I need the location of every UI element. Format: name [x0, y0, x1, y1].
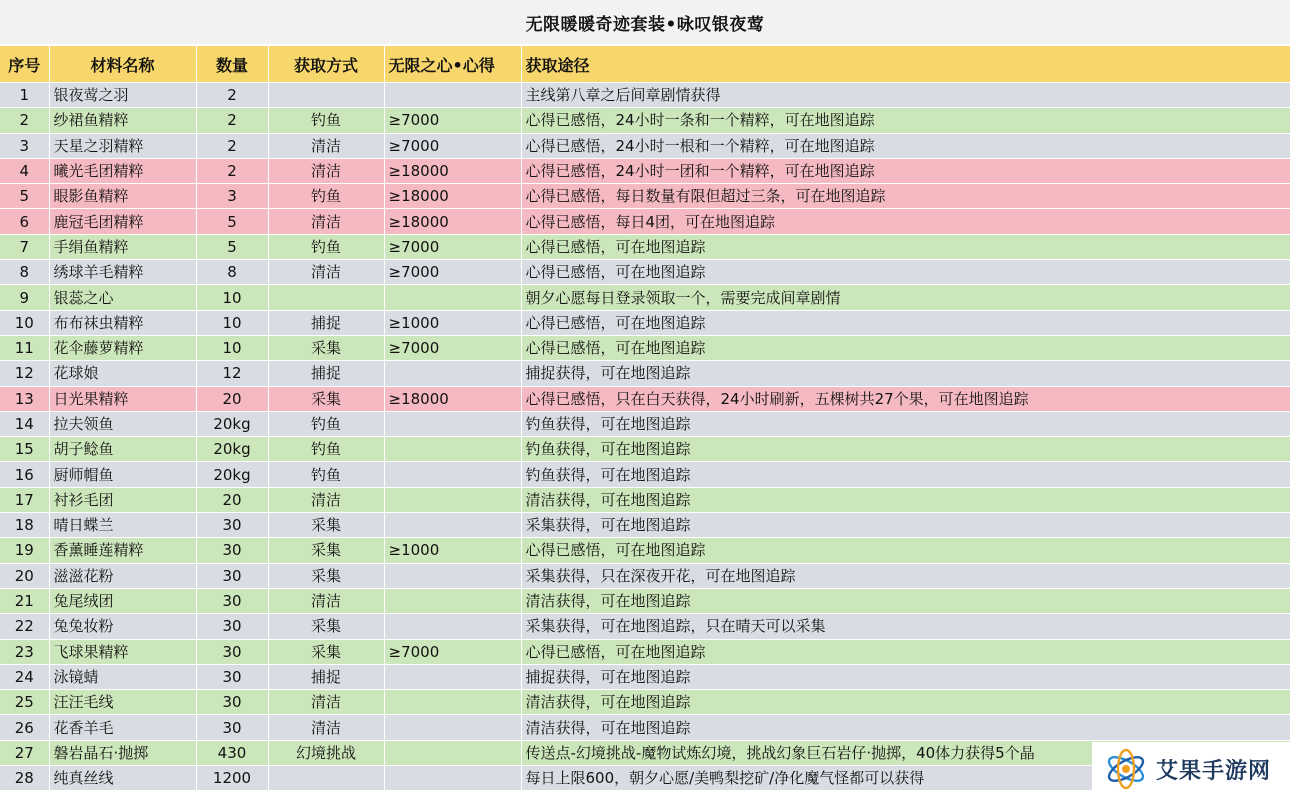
cell-qty: 30 [196, 513, 268, 538]
cell-method: 钓鱼 [268, 411, 384, 436]
cell-no: 21 [0, 588, 49, 613]
cell-no: 15 [0, 437, 49, 462]
cell-name: 晴日蝶兰 [49, 513, 196, 538]
cell-no: 6 [0, 209, 49, 234]
cell-method: 捕捉 [268, 664, 384, 689]
cell-qty: 20kg [196, 462, 268, 487]
cell-method: 钓鱼 [268, 437, 384, 462]
cell-heart: ≥18000 [384, 184, 521, 209]
cell-heart [384, 361, 521, 386]
cell-qty: 430 [196, 740, 268, 765]
cell-method [268, 766, 384, 791]
cell-heart: ≥18000 [384, 386, 521, 411]
cell-route: 心得已感悟，每日4团，可在地图追踪 [521, 209, 1290, 234]
cell-heart [384, 740, 521, 765]
column-header-method: 获取方式 [268, 46, 384, 83]
cell-heart: ≥7000 [384, 335, 521, 360]
cell-name: 银蕊之心 [49, 285, 196, 310]
cell-qty: 2 [196, 158, 268, 183]
column-header-no: 序号 [0, 46, 49, 83]
cell-no: 2 [0, 108, 49, 133]
cell-qty: 5 [196, 209, 268, 234]
cell-qty: 30 [196, 664, 268, 689]
cell-route: 钓鱼获得，可在地图追踪 [521, 462, 1290, 487]
cell-method: 幻境挑战 [268, 740, 384, 765]
cell-route: 心得已感悟，只在白天获得，24小时刷新，五棵树共27个果，可在地图追踪 [521, 386, 1290, 411]
cell-no: 3 [0, 133, 49, 158]
table-row [0, 108, 1290, 133]
cell-heart [384, 513, 521, 538]
cell-route: 心得已感悟，可在地图追踪 [521, 310, 1290, 335]
cell-name: 衬衫毛团 [49, 487, 196, 512]
table-row [0, 639, 1290, 664]
cell-name: 绣球羊毛精粹 [49, 260, 196, 285]
cell-method: 钓鱼 [268, 462, 384, 487]
cell-method: 采集 [268, 563, 384, 588]
cell-qty: 12 [196, 361, 268, 386]
watermark [1092, 742, 1290, 796]
cell-heart [384, 437, 521, 462]
cell-heart [384, 766, 521, 791]
table-row [0, 209, 1290, 234]
table-row [0, 184, 1290, 209]
cell-method [268, 285, 384, 310]
cell-no: 23 [0, 639, 49, 664]
cell-no: 19 [0, 538, 49, 563]
cell-qty: 20 [196, 487, 268, 512]
cell-qty: 2 [196, 133, 268, 158]
cell-qty: 30 [196, 690, 268, 715]
atom-logo-icon [1104, 747, 1148, 791]
cell-method: 捕捉 [268, 310, 384, 335]
table-row [0, 437, 1290, 462]
cell-no: 4 [0, 158, 49, 183]
cell-method: 清洁 [268, 260, 384, 285]
cell-method: 采集 [268, 538, 384, 563]
cell-heart [384, 411, 521, 436]
cell-route: 清洁获得，可在地图追踪 [521, 715, 1290, 740]
cell-qty: 3 [196, 184, 268, 209]
table-body [0, 83, 1290, 791]
cell-method: 清洁 [268, 209, 384, 234]
cell-method: 采集 [268, 513, 384, 538]
cell-heart [384, 285, 521, 310]
cell-no: 8 [0, 260, 49, 285]
table-row [0, 664, 1290, 689]
cell-heart: ≥7000 [384, 133, 521, 158]
cell-no: 26 [0, 715, 49, 740]
cell-name: 眼影鱼精粹 [49, 184, 196, 209]
cell-name: 花伞藤萝精粹 [49, 335, 196, 360]
cell-name: 手绢鱼精粹 [49, 234, 196, 259]
cell-method: 钓鱼 [268, 234, 384, 259]
cell-route: 心得已感悟，可在地图追踪 [521, 234, 1290, 259]
cell-no: 27 [0, 740, 49, 765]
cell-route: 每日上限600，朝夕心愿/美鸭梨挖矿/净化魔气怪都可以获得 [521, 766, 1290, 791]
cell-name: 胡子鲶鱼 [49, 437, 196, 462]
cell-no: 9 [0, 285, 49, 310]
cell-method: 清洁 [268, 588, 384, 613]
cell-qty: 30 [196, 563, 268, 588]
cell-method: 采集 [268, 386, 384, 411]
cell-heart [384, 83, 521, 108]
cell-route: 采集获得，只在深夜开花，可在地图追踪 [521, 563, 1290, 588]
cell-name: 银夜莺之羽 [49, 83, 196, 108]
cell-heart [384, 563, 521, 588]
cell-method: 采集 [268, 335, 384, 360]
cell-qty: 30 [196, 614, 268, 639]
cell-no: 1 [0, 83, 49, 108]
cell-name: 汪汪毛线 [49, 690, 196, 715]
table-row [0, 335, 1290, 360]
cell-name: 兔兔妆粉 [49, 614, 196, 639]
table-row [0, 133, 1290, 158]
cell-qty: 8 [196, 260, 268, 285]
cell-no: 18 [0, 513, 49, 538]
cell-heart: ≥7000 [384, 234, 521, 259]
cell-no: 16 [0, 462, 49, 487]
cell-qty: 10 [196, 285, 268, 310]
table-header-row [0, 46, 1290, 83]
table-row [0, 563, 1290, 588]
cell-name: 飞球果精粹 [49, 639, 196, 664]
cell-name: 纱裙鱼精粹 [49, 108, 196, 133]
cell-route: 主线第八章之后间章剧情获得 [521, 83, 1290, 108]
cell-name: 纯真丝线 [49, 766, 196, 791]
cell-heart: ≥18000 [384, 209, 521, 234]
table-row [0, 234, 1290, 259]
table-row [0, 513, 1290, 538]
cell-name: 兔尾绒团 [49, 588, 196, 613]
cell-route: 心得已感悟，24小时一条和一个精粹，可在地图追踪 [521, 108, 1290, 133]
watermark-text: 艾果手游网 [1156, 758, 1272, 784]
cell-method: 采集 [268, 639, 384, 664]
cell-heart: ≥18000 [384, 158, 521, 183]
cell-method: 清洁 [268, 133, 384, 158]
cell-route: 捕捉获得，可在地图追踪 [521, 361, 1290, 386]
cell-heart: ≥7000 [384, 108, 521, 133]
cell-name: 滋滋花粉 [49, 563, 196, 588]
cell-name: 布布袜虫精粹 [49, 310, 196, 335]
cell-qty: 20kg [196, 411, 268, 436]
cell-method: 清洁 [268, 487, 384, 512]
cell-heart: ≥1000 [384, 310, 521, 335]
cell-qty: 30 [196, 715, 268, 740]
cell-no: 10 [0, 310, 49, 335]
cell-qty: 5 [196, 234, 268, 259]
cell-route: 朝夕心愿每日登录领取一个，需要完成间章剧情 [521, 285, 1290, 310]
cell-heart [384, 664, 521, 689]
cell-no: 11 [0, 335, 49, 360]
cell-name: 花球娘 [49, 361, 196, 386]
cell-heart [384, 462, 521, 487]
cell-heart [384, 715, 521, 740]
cell-method: 捕捉 [268, 361, 384, 386]
cell-route: 采集获得，可在地图追踪，只在晴天可以采集 [521, 614, 1290, 639]
cell-no: 12 [0, 361, 49, 386]
table-row [0, 411, 1290, 436]
cell-heart [384, 487, 521, 512]
column-header-qty: 数量 [196, 46, 268, 83]
cell-qty: 1200 [196, 766, 268, 791]
table-row [0, 361, 1290, 386]
cell-method [268, 83, 384, 108]
cell-qty: 30 [196, 639, 268, 664]
cell-route: 钓鱼获得，可在地图追踪 [521, 437, 1290, 462]
cell-qty: 10 [196, 310, 268, 335]
cell-route: 心得已感悟，可在地图追踪 [521, 538, 1290, 563]
cell-heart [384, 614, 521, 639]
cell-route: 清洁获得，可在地图追踪 [521, 487, 1290, 512]
cell-qty: 30 [196, 538, 268, 563]
page-title: 无限暖暖奇迹套装•咏叹银夜莺 [0, 0, 1290, 44]
cell-name: 磐岩晶石·抛掷 [49, 740, 196, 765]
cell-qty: 30 [196, 588, 268, 613]
cell-name: 泳镜蜻 [49, 664, 196, 689]
cell-no: 17 [0, 487, 49, 512]
table-row [0, 588, 1290, 613]
table-row [0, 158, 1290, 183]
cell-heart: ≥7000 [384, 639, 521, 664]
cell-no: 13 [0, 386, 49, 411]
cell-heart [384, 690, 521, 715]
table-row [0, 614, 1290, 639]
cell-no: 28 [0, 766, 49, 791]
cell-name: 曦光毛团精粹 [49, 158, 196, 183]
cell-name: 拉夫领鱼 [49, 411, 196, 436]
cell-route: 心得已感悟，可在地图追踪 [521, 639, 1290, 664]
cell-method: 清洁 [268, 715, 384, 740]
table-row [0, 715, 1290, 740]
cell-name: 香薰睡莲精粹 [49, 538, 196, 563]
cell-route: 捕捉获得，可在地图追踪 [521, 664, 1290, 689]
cell-qty: 2 [196, 108, 268, 133]
cell-route: 心得已感悟，可在地图追踪 [521, 335, 1290, 360]
table-row [0, 538, 1290, 563]
cell-method: 清洁 [268, 158, 384, 183]
cell-route: 采集获得，可在地图追踪 [521, 513, 1290, 538]
cell-method: 钓鱼 [268, 184, 384, 209]
cell-no: 7 [0, 234, 49, 259]
cell-no: 5 [0, 184, 49, 209]
column-header-route: 获取途径 [521, 46, 1290, 83]
cell-heart: ≥7000 [384, 260, 521, 285]
column-header-heart: 无限之心•心得 [384, 46, 521, 83]
cell-route: 传送点-幻境挑战-魔物试炼幻境，挑战幻象巨石岩仔·抛掷，40体力获得5个晶 [521, 740, 1290, 765]
cell-name: 日光果精粹 [49, 386, 196, 411]
cell-no: 24 [0, 664, 49, 689]
table-row [0, 260, 1290, 285]
cell-qty: 10 [196, 335, 268, 360]
cell-method: 采集 [268, 614, 384, 639]
cell-name: 花香羊毛 [49, 715, 196, 740]
cell-qty: 2 [196, 83, 268, 108]
table-row [0, 487, 1290, 512]
cell-name: 天星之羽精粹 [49, 133, 196, 158]
cell-heart: ≥1000 [384, 538, 521, 563]
cell-route: 心得已感悟，24小时一团和一个精粹，可在地图追踪 [521, 158, 1290, 183]
cell-route: 清洁获得，可在地图追踪 [521, 690, 1290, 715]
cell-route: 清洁获得，可在地图追踪 [521, 588, 1290, 613]
cell-method: 清洁 [268, 690, 384, 715]
cell-route: 心得已感悟，每日数量有限但超过三条，可在地图追踪 [521, 184, 1290, 209]
cell-no: 22 [0, 614, 49, 639]
cell-name: 鹿冠毛团精粹 [49, 209, 196, 234]
table-row [0, 690, 1290, 715]
column-header-name: 材料名称 [49, 46, 196, 83]
cell-heart [384, 588, 521, 613]
cell-no: 14 [0, 411, 49, 436]
table-row [0, 83, 1290, 108]
cell-route: 心得已感悟，24小时一根和一个精粹，可在地图追踪 [521, 133, 1290, 158]
cell-name: 厨师帽鱼 [49, 462, 196, 487]
table-row [0, 285, 1290, 310]
cell-method: 钓鱼 [268, 108, 384, 133]
cell-route: 心得已感悟，可在地图追踪 [521, 260, 1290, 285]
table-row [0, 310, 1290, 335]
cell-qty: 20kg [196, 437, 268, 462]
cell-route: 钓鱼获得，可在地图追踪 [521, 411, 1290, 436]
cell-no: 25 [0, 690, 49, 715]
table-row [0, 462, 1290, 487]
cell-qty: 20 [196, 386, 268, 411]
cell-no: 20 [0, 563, 49, 588]
table-row [0, 386, 1290, 411]
materials-table [0, 46, 1290, 791]
